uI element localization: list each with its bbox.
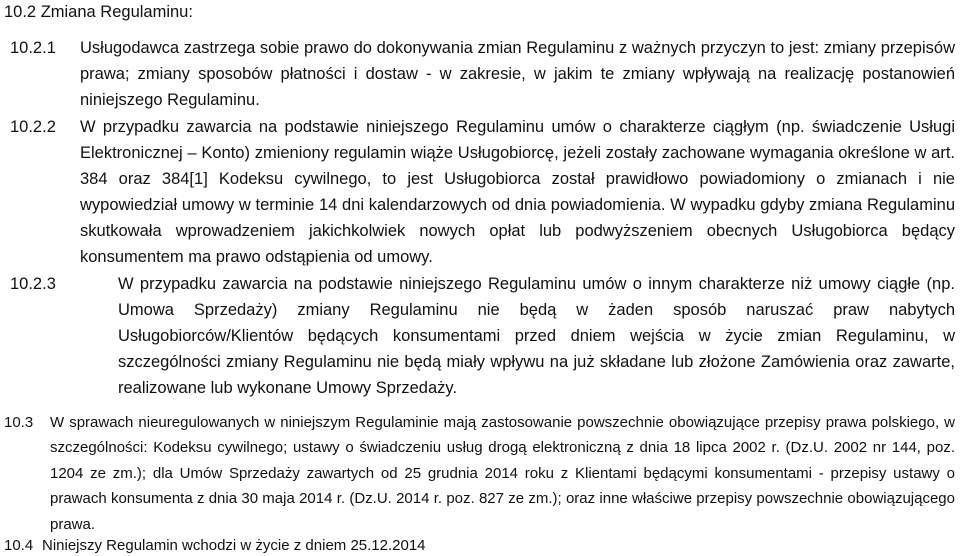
section-heading: 10.2 Zmiana Regulaminu: (4, 3, 193, 21)
section-number: 10.2.1 (10, 39, 56, 57)
section-number: 10.2.3 (10, 275, 56, 293)
section-text (80, 114, 955, 270)
section-text-content: W sprawach nieuregulowanych w niniejszym Regulaminie mają zastosowanie powszechnie obowiązujące przepisy prawa polskiego, w szczególności: Kodeksu cywilnego; ustawy o świadczeniu usług drogą elektroniczną z dnia 18 lipca 2002 r. (Dz.U. 2002 nr 144, poz. 1204 ze zm.); dla Umów Sprzedaży zawartych od 25 grudnia 2014 roku z Klientami będącymi konsumentami - przepisy ustawy o prawach konsumenta z dnia 30 maja 2014 r. (Dz.U. 2014 r. poz. 827 ze zm.); oraz inne właściwe przepisy powszechnie obowiązującego prawa. (50, 414, 955, 533)
section-number: 10.3 (4, 414, 34, 431)
section-text (50, 410, 955, 537)
section-number: 10.2.2 (10, 118, 56, 136)
section-text-content: Niniejszy Regulamin wchodzi w życie z dniem 25.12.2014 (42, 537, 426, 554)
section-text (42, 536, 426, 556)
section-text (80, 35, 955, 113)
section-text-content: Usługodawca zastrzega sobie prawo do dokonywania zmian Regulaminu z ważnych przyczyn to jest: zmiany przepisów prawa; zmiany sposobów płatności i dostaw - w zakresie, w jakim te zmiany wpływają na realizację postanowień niniejszego Regulaminu. (80, 39, 955, 109)
section-text-content: W przypadku zawarcia na podstawie niniejszego Regulaminu umów o charakterze ciągłym (np. świadczenie Usługi Elektronicznej – Konto) zmieniony regulamin wiąże Usługobiorcę, jeżeli zostały zachowane wymagania określone w art. 384 oraz 384[1] Kodeksu cywilnego, to jest Usługobiorca został prawidłowo powiadomiony o zmianach i nie wypowiedział umowy w terminie 14 dni kalendarzowych od dnia powiadomienia. W wypadku gdyby zmiana Regulaminu skutkowała wprowadzeniem jakichkolwiek nowych opłat lub podwyższeniem obecnych Usługobiorca będący konsumentem ma prawo odstąpienia od umowy. (80, 118, 955, 266)
section-text-content: W przypadku zawarcia na podstawie niniejszego Regulaminu umów o innym charakterze niż umowy ciągłe (np. Umowa Sprzedaży) zmiany Regulaminu nie będą w żaden sposób naruszać praw nabytych Usługobiorców/Klientów będących konsumentami przed dniem wejścia w życie zmian Regulaminu, w szczególności zmiany Regulaminu nie będą miały wpływu na już składane lub złożone Zamówienia oraz zawarte, realizowane lub wykonane Umowy Sprzedaży. (118, 275, 955, 397)
section-number: 10.4 (4, 537, 34, 554)
section-text (118, 271, 955, 401)
